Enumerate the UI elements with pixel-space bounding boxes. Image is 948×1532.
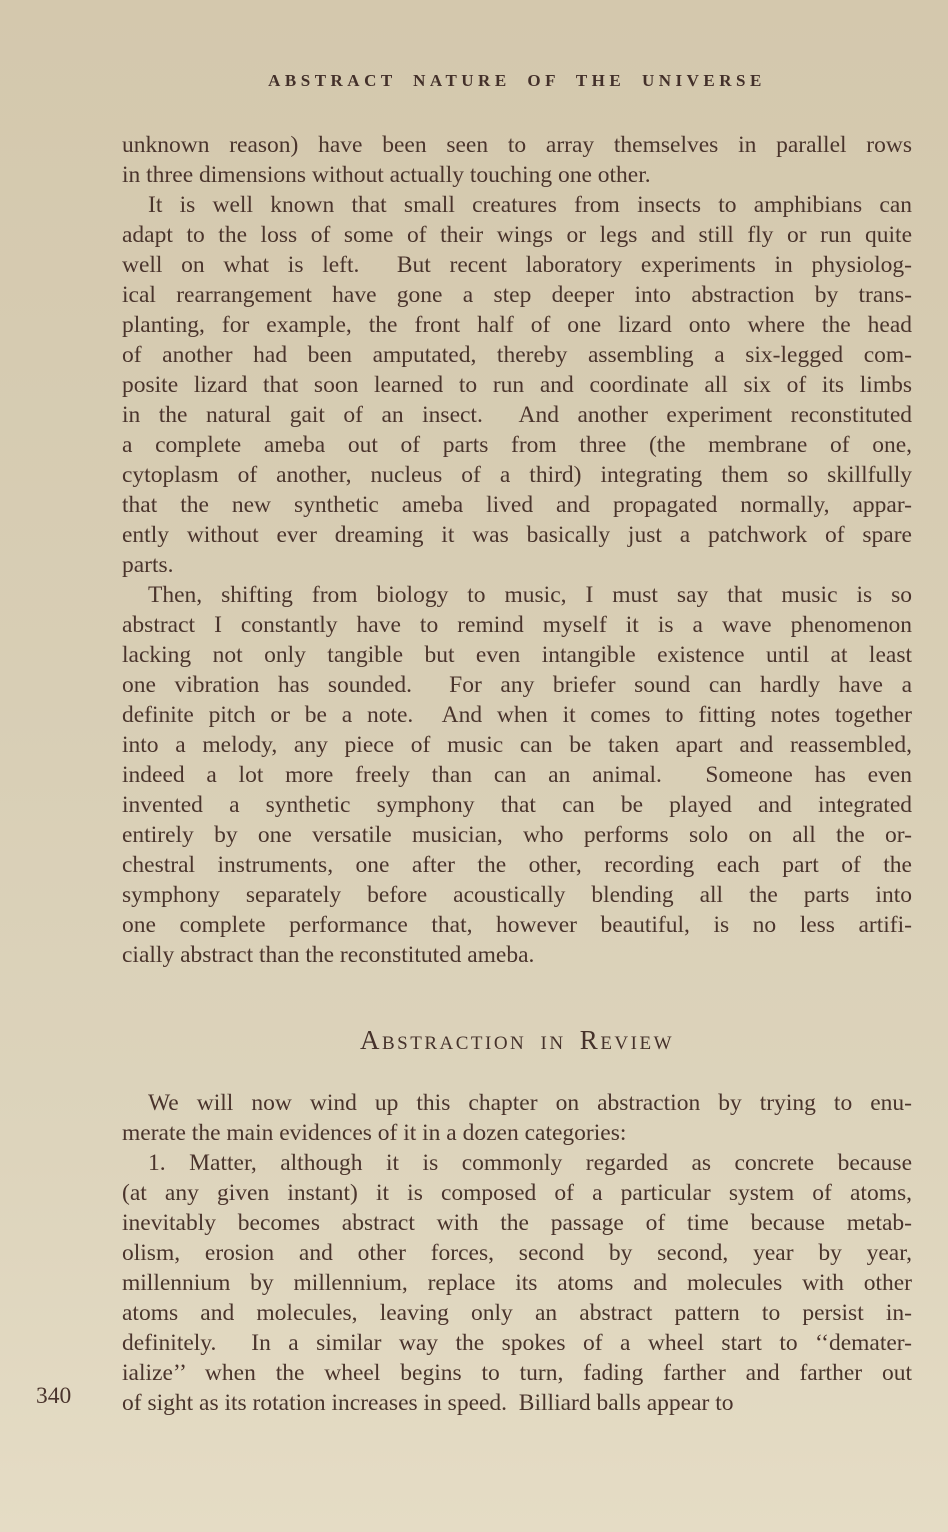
text-line: a complete ameba out of parts from three (the membrane of one,	[122, 432, 912, 458]
text-line: indeed a lot more freely than can an animal. Someone has even	[122, 762, 912, 788]
section-heading: Abstraction in Review	[359, 1025, 675, 1055]
text-line: millennium by millennium, replace its atoms and molecules with other	[122, 1270, 912, 1296]
text-line: one complete performance that, however beautiful, is no less artifi-	[122, 912, 912, 938]
text-line: one vibration has sounded. For any briefer sound can hardly have a	[122, 672, 912, 698]
text-line: into a melody, any piece of music can be taken apart and reassembled,	[122, 732, 912, 758]
text-line: of another had been amputated, thereby assembling a six-legged com-	[122, 342, 912, 368]
text-line: unknown reason) have been seen to array themselves in parallel rows	[122, 132, 912, 158]
paragraph	[122, 1088, 912, 1148]
text-line: inevitably becomes abstract with the passage of time because metab-	[122, 1210, 912, 1236]
text-line: ialize’’ when the wheel begins to turn, fading farther and farther out	[122, 1360, 912, 1386]
text-line: entirely by one versatile musician, who performs solo on all the or-	[122, 822, 912, 848]
paragraph	[122, 190, 912, 580]
text-line: (at any given instant) it is composed of a particular system of atoms,	[122, 1180, 912, 1206]
text-line: It is well known that small creatures from insects to amphibians can	[148, 192, 912, 218]
text-line: that the new synthetic ameba lived and propagated normally, appar-	[122, 492, 912, 518]
text-line: adapt to the loss of some of their wings or legs and still fly or run quite	[122, 222, 912, 248]
text-line: cytoplasm of another, nucleus of a third) integrating them so skillfully	[122, 462, 912, 488]
text-line: ical rearrangement have gone a step deeper into abstraction by trans-	[122, 282, 912, 308]
text-line: 1. Matter, although it is commonly regarded as concrete because	[148, 1150, 912, 1176]
text-line: olism, erosion and other forces, second by second, year by year,	[122, 1240, 912, 1266]
text-line: atoms and molecules, leaving only an abstract pattern to persist in-	[122, 1300, 912, 1326]
text-line: invented a synthetic symphony that can be played and integrated	[122, 792, 912, 818]
text-line: definitely. In a similar way the spokes of a wheel start to ‘‘demater-	[122, 1330, 912, 1356]
text-line: posite lizard that soon learned to run and coordinate all six of its limbs	[122, 372, 912, 398]
text-line: chestral instruments, one after the other, recording each part of the	[122, 852, 912, 878]
paragraph	[122, 580, 912, 970]
paragraph	[122, 1148, 912, 1418]
paragraph	[122, 130, 912, 190]
text-line: merate the main evidences of it in a dozen categories:	[122, 1120, 627, 1146]
text-line: of sight as its rotation increases in speed. Billiard balls appear to	[122, 1390, 734, 1416]
text-line: cially abstract than the reconstituted ameba.	[122, 942, 535, 968]
page-body	[122, 130, 912, 1418]
text-line: well on what is left. But recent laboratory experiments in physiolog-	[122, 252, 912, 278]
text-line: abstract I constantly have to remind myself it is a wave phenomenon	[122, 612, 912, 638]
text-line: parts.	[122, 552, 174, 578]
text-line: in three dimensions without actually touching one other.	[122, 162, 651, 188]
text-line: lacking not only tangible but even intangible existence until at least	[122, 642, 912, 668]
text-line: ently without ever dreaming it was basically just a patchwork of spare	[122, 522, 912, 548]
text-line: We will now wind up this chapter on abstraction by trying to enu-	[148, 1090, 912, 1116]
text-line: in the natural gait of an insect. And another experiment reconstituted	[122, 402, 912, 428]
text-line: definite pitch or be a note. And when it comes to fitting notes together	[122, 702, 912, 728]
text-line: symphony separately before acoustically blending all the parts into	[122, 882, 912, 908]
page-number: 340	[36, 1383, 72, 1409]
running-header: ABSTRACT NATURE OF THE UNIVERSE	[268, 71, 766, 90]
text-line: planting, for example, the front half of one lizard onto where the head	[122, 312, 912, 338]
text-line: Then, shifting from biology to music, I must say that music is so	[148, 582, 912, 608]
